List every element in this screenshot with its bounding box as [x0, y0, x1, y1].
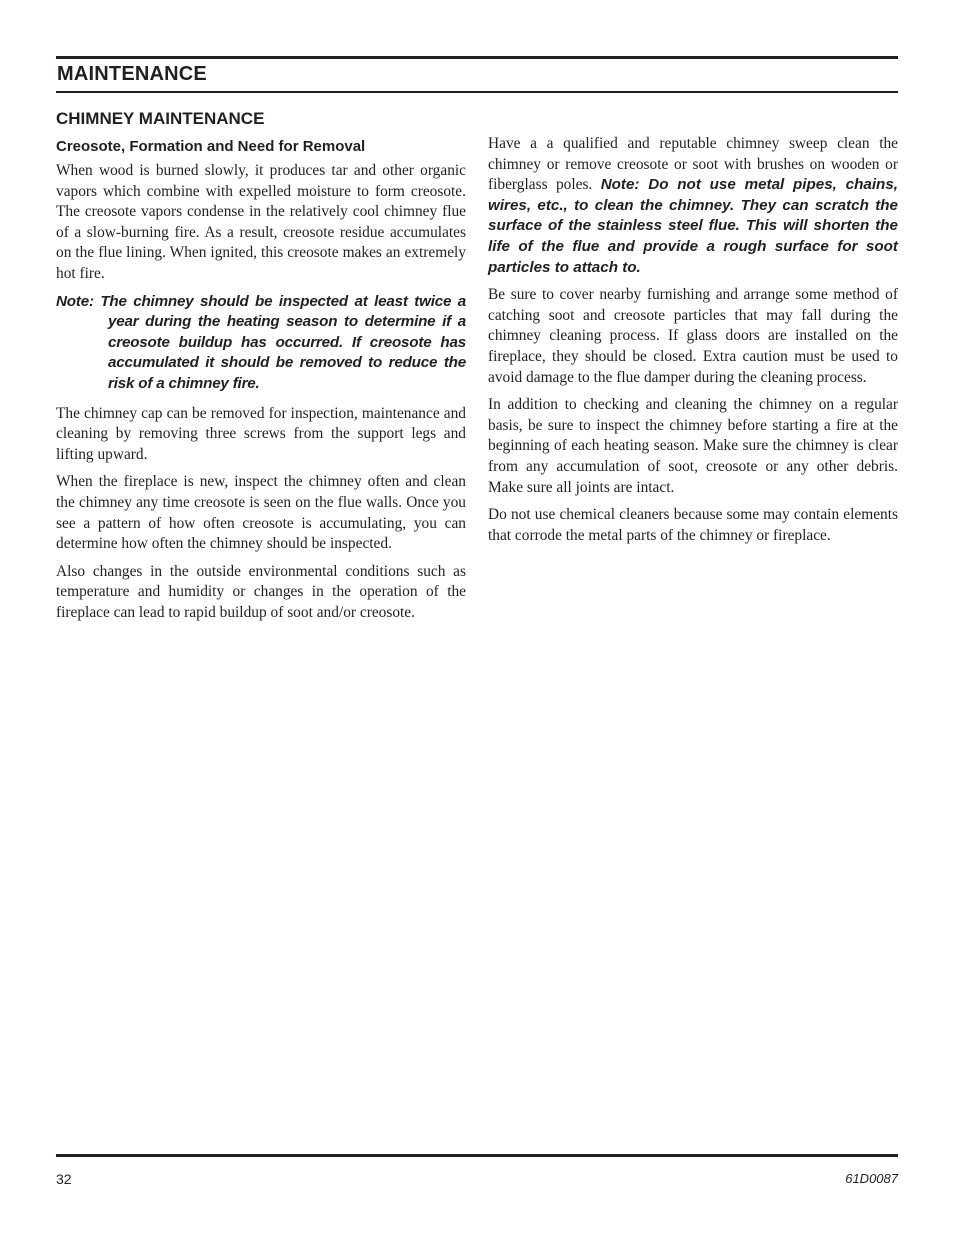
top-rule — [56, 56, 898, 59]
creosote-subheading: Creosote, Formation and Need for Removal — [56, 138, 366, 155]
chimney-maintenance-heading: CHIMNEY MAINTENANCE — [56, 109, 265, 128]
creosote-paragraph: When wood is burned slowly, it produces tar and other organic vapors which combine with expelled moisture to form creosote. The creosote vapors condense in the relatively cool chimney flue of a slow-burning fire. As a result, creosote residue accumulates on the flue lining. When ignited, this creosote makes an extremely hot fire. — [56, 162, 466, 282]
environmental-changes-paragraph: Also changes in the outside environmental conditions such as temperature and humidity or changes in the operation of the fireplace can lead to rapid buildup of soot and/or creosote. — [56, 562, 466, 621]
chemical-cleaners-paragraph: Do not use chemical cleaners because some may contain elements that corrode the metal parts of the chimney or fireplace. — [488, 506, 898, 544]
chimney-sweep-text: Have a a qualified and reputable chimney sweep clean the chimney or remove creosote or soot with brushes on wooden or fiberglass poles. — [488, 135, 898, 194]
cover-furnishing-paragraph: Be sure to cover nearby furnishing and arrange some method of catching soot and creosote particles that may fall during the chimney cleaning process. If glass doors are installed on the fireplace, they should be closed. Extra caution must be used to avoid damage to the flue damper during the cleaning process. — [488, 286, 898, 386]
title-underline-rule — [56, 91, 898, 93]
right-column — [488, 134, 898, 553]
regular-inspection-paragraph: In addition to checking and cleaning the chimney on a regular basis, be sure to inspect the chimney before starting a fire at the beginning of each heating season. Make sure the chimney is clear from any accumulation of soot, creosote or any other debris. Make sure all joints are intact. — [488, 396, 898, 496]
metal-pipes-note: Note: Do not use metal pipes, chains, wires, etc., to clean the chimney. They can scratch the surface of the stainless steel flue. This will shorten the life of the flue and provide a rough surface for soot particles to attach to. — [488, 176, 898, 276]
left-column — [56, 104, 466, 630]
document-code: 61D0087 — [845, 1171, 898, 1186]
page-number: 32 — [56, 1171, 72, 1187]
new-fireplace-paragraph: When the fireplace is new, inspect the chimney often and clean the chimney any time creosote is seen on the flue walls. Once you see a pattern of how often creosote is accumulating, you can determine how often the chimney should be inspected. — [56, 473, 466, 553]
chimney-sweep-paragraph — [488, 134, 898, 278]
chimney-cap-paragraph: The chimney cap can be removed for inspection, maintenance and cleaning by removing three screws from the support legs and lifting upward. — [56, 404, 466, 463]
inspection-note: Note: The chimney should be inspected at least twice a year during the heating season to determine if a creosote buildup has occurred. If creosote has accumulated it should be removed to reduce the risk of a chimney fire. — [56, 292, 466, 392]
section-title: MAINTENANCE — [57, 63, 207, 85]
footer-rule — [56, 1154, 898, 1157]
